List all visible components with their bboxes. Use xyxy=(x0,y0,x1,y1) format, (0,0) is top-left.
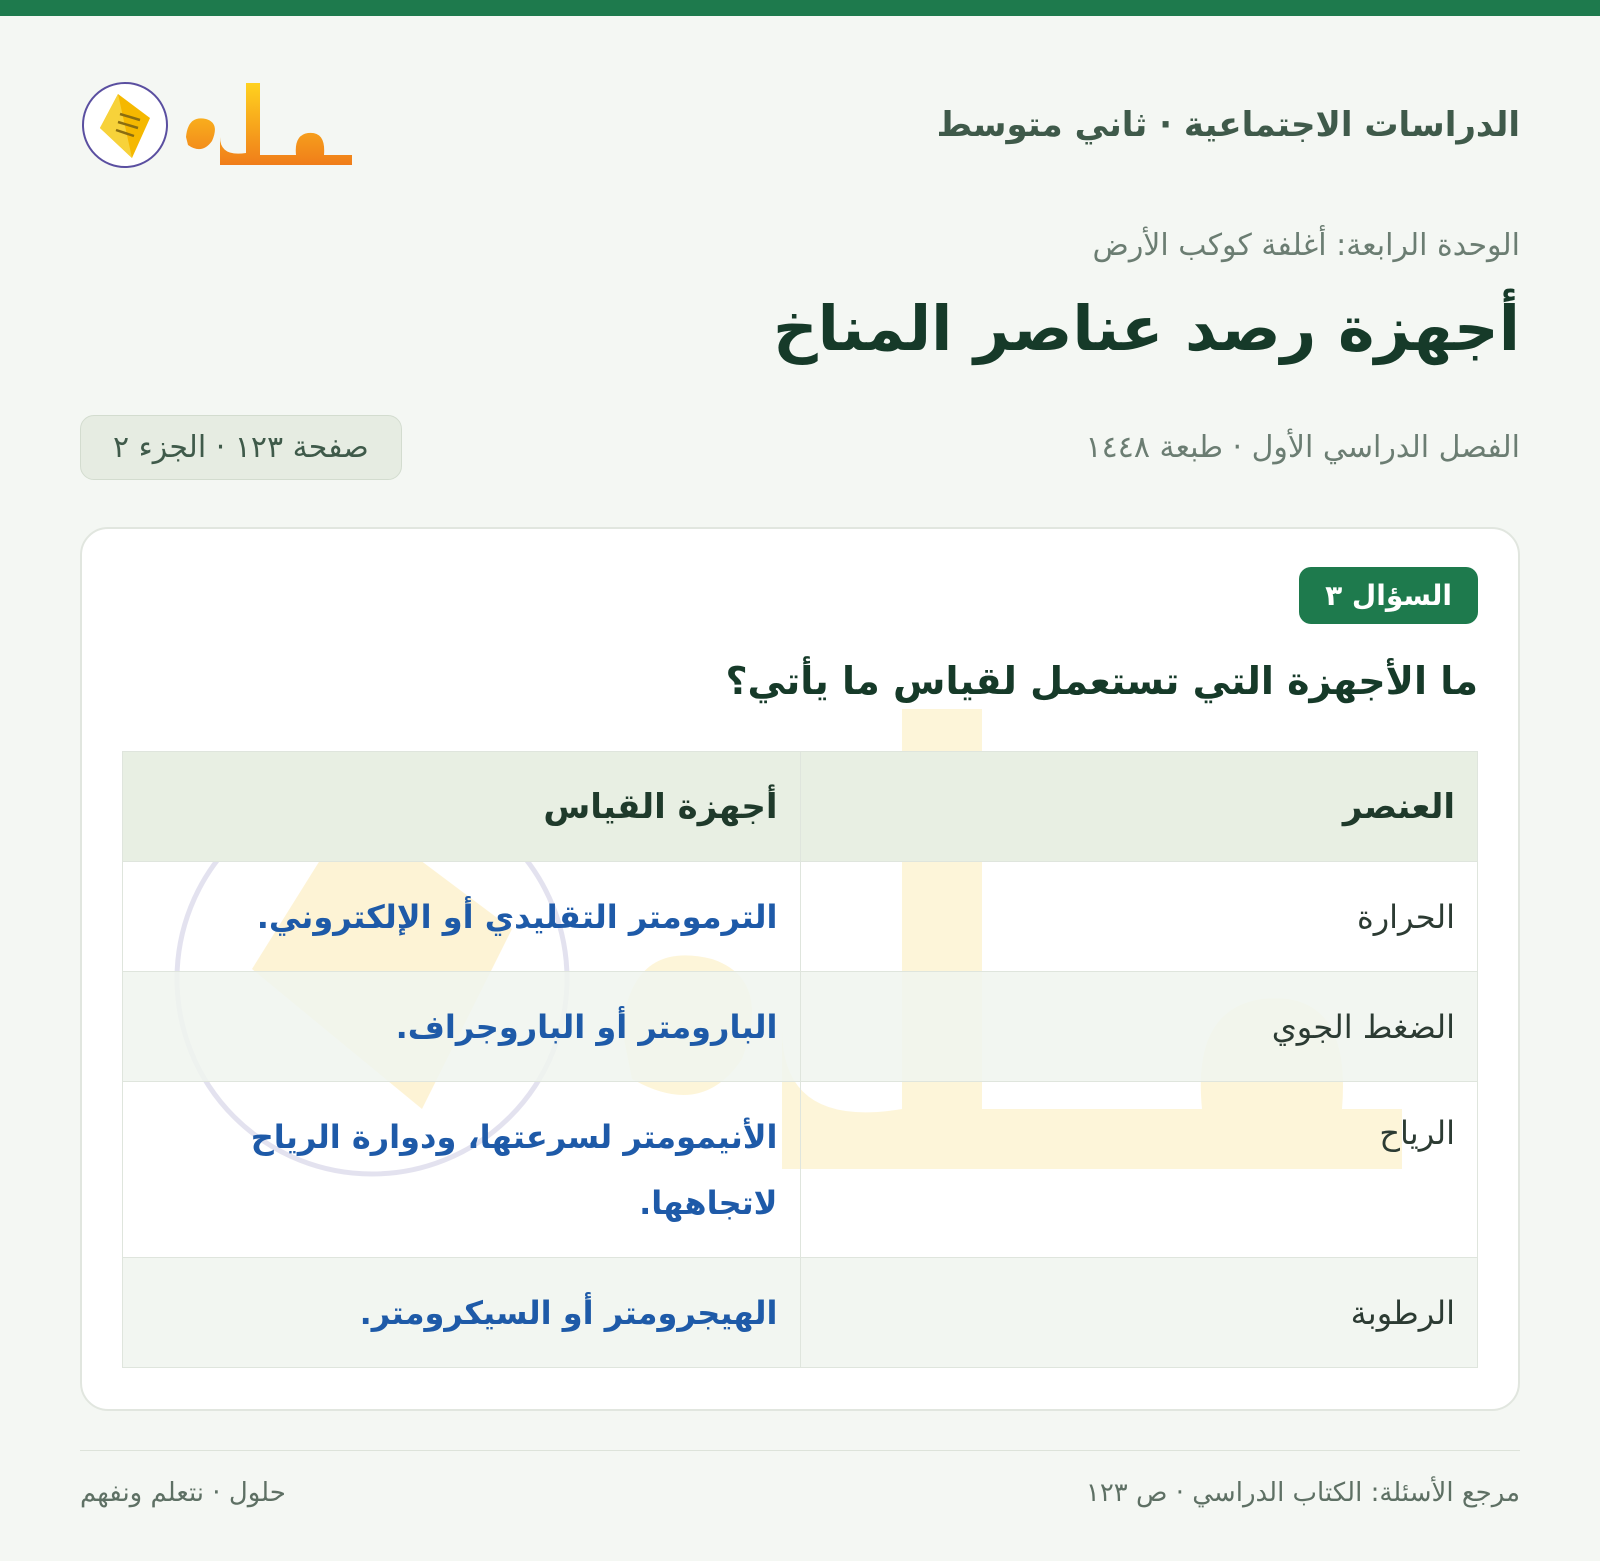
answers-table xyxy=(122,751,1478,1368)
footer-reference: مرجع الأسئلة: الكتاب الدراسي · ص ١٢٣ xyxy=(1085,1478,1520,1508)
page-footer xyxy=(80,1478,1520,1508)
unit-label: الوحدة الرابعة: أغلفة كوكب الأرض xyxy=(1092,228,1520,263)
device-cell: الترمومتر التقليدي أو الإلكتروني. xyxy=(123,862,801,972)
top-accent-bar xyxy=(0,0,1600,16)
element-cell: الضغط الجوي xyxy=(800,972,1478,1082)
footer-brand: حلول · نتعلم ونفهم xyxy=(80,1478,286,1508)
table-row xyxy=(123,1082,1478,1258)
lesson-meta xyxy=(80,412,1520,482)
page-header xyxy=(80,70,1520,180)
table-row xyxy=(123,972,1478,1082)
page-badge: صفحة ١٢٣ · الجزء ٢ xyxy=(80,415,402,480)
question-card xyxy=(80,527,1520,1411)
subject-title: الدراسات الاجتماعية · ثاني متوسط xyxy=(936,105,1520,145)
device-cell: الأنيمومتر لسرعتها، ودوارة الرياح لاتجاهها. xyxy=(123,1082,801,1258)
element-cell: الرياح xyxy=(800,1082,1478,1258)
question-text: ما الأجهزة التي تستعمل لقياس ما يأتي؟ xyxy=(725,659,1478,703)
column-header-devices: أجهزة القياس xyxy=(123,752,801,862)
table-header-row xyxy=(123,752,1478,862)
semester-label: الفصل الدراسي الأول · طبعة ١٤٤٨ xyxy=(1085,429,1520,465)
logo-wordmark xyxy=(176,75,356,175)
question-number-badge: السؤال ٣ xyxy=(1299,567,1478,624)
device-cell: الهيجرومتر أو السيكرومتر. xyxy=(123,1258,801,1368)
element-cell: الحرارة xyxy=(800,862,1478,972)
logo-book-icon xyxy=(80,80,170,170)
column-header-element: العنصر xyxy=(800,752,1478,862)
element-cell: الرطوبة xyxy=(800,1258,1478,1368)
device-cell: البارومتر أو الباروجراف. xyxy=(123,972,801,1082)
lesson-title: أجهزة رصد عناصر المناخ xyxy=(773,292,1520,365)
table-row xyxy=(123,1258,1478,1368)
footer-divider xyxy=(80,1450,1520,1451)
table-row xyxy=(123,862,1478,972)
site-logo[interactable] xyxy=(80,75,356,175)
